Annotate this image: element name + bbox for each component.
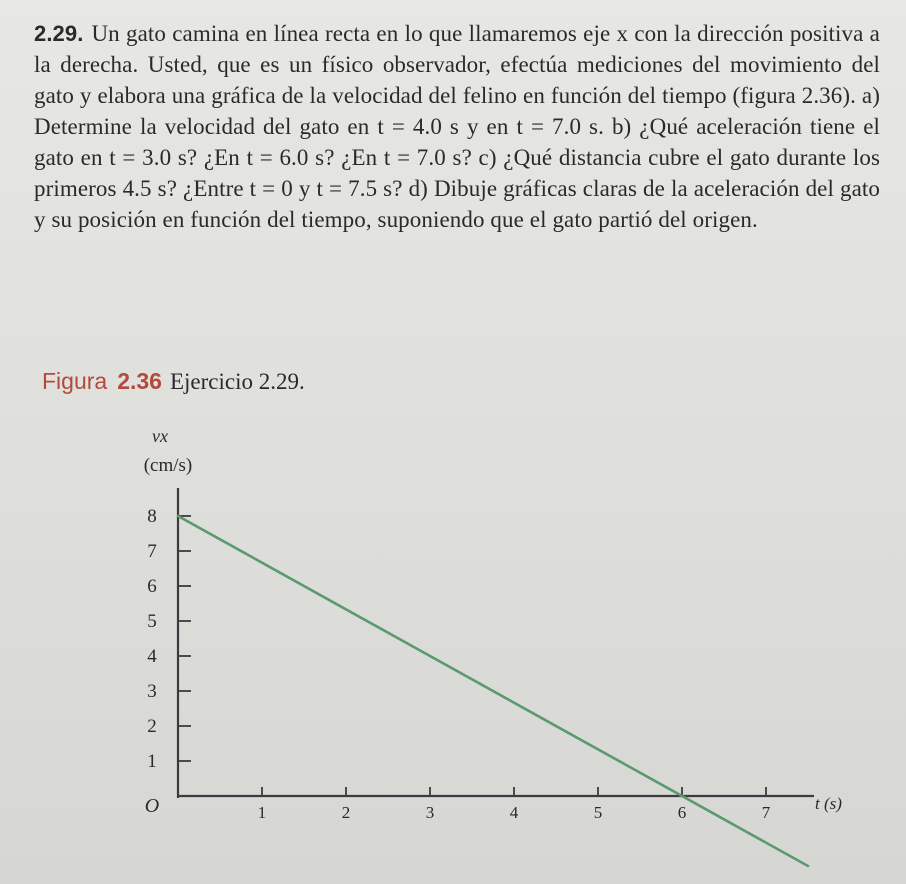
x-tick-label-6: 6 [677,803,687,822]
x-tick-label-3: 3 [425,803,435,822]
y-tick-label-2: 2 [147,716,157,737]
y-tick-label-3: 3 [147,681,157,702]
x-axis-label: t (s) [815,794,842,813]
figure-caption-text: Ejercicio 2.29. [169,369,305,394]
y-tick-label-1: 1 [147,751,157,772]
series-line-0 [178,516,808,866]
x-tick-label-5: 5 [593,803,603,822]
y-tick-label-6: 6 [147,576,157,597]
x-tick-label-4: 4 [509,803,519,822]
figure-number: 2.36 [117,368,162,394]
y-tick-label-8: 8 [147,506,157,527]
y-axis-units: (cm/s) [143,455,193,476]
figure-label: Figura [42,368,108,394]
problem-number: 2.29. [34,21,84,46]
problem-text: Un gato camina en línea recta en lo que llamaremos eje x con la dirección positiva a la derecha. Usted, que es un físico observador, efectúa mediciones del movimiento del gato y elabora una gráfica de la velocidad del felino en función del tiempo (figura 2.36). a) Determine la velocidad del gato en t = 4.0 s y en t = 7.0 s. b) ¿Qué aceleración tiene el gato en t = 3.0 s? ¿En t = 6.0 s? ¿En t = 7.0 s? c) ¿Qué distancia cubre el gato durante los primeros 4.5 s? ¿Entre t = 0 y t = 7.5 s? d) Dibuje gráficas claras de la aceleración del gato y su posición en función del tiempo, suponiendo que el gato partió del origen. [34,21,880,232]
x-tick-label-2: 2 [341,803,351,822]
origin-label: O [144,795,160,817]
y-tick-label-7: 7 [147,541,157,562]
y-tick-label-4: 4 [147,646,157,667]
x-tick-label-1: 1 [257,803,267,822]
y-tick-label-5: 5 [147,611,157,632]
y-axis-label: vx [152,426,168,446]
x-tick-label-7: 7 [761,803,771,822]
